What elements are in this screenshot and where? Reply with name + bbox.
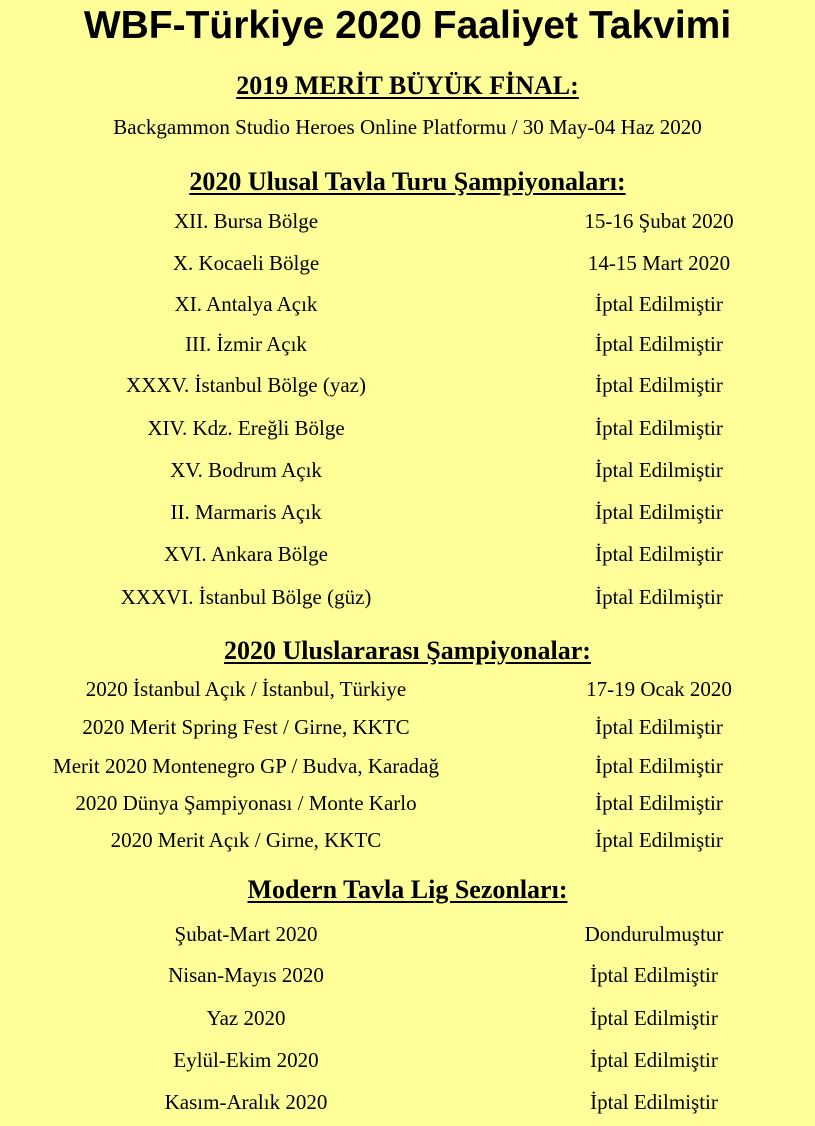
event-date: 14-15 Mart 2020 <box>587 251 731 275</box>
event-name: XXXV. İstanbul Bölge (yaz) <box>126 373 366 397</box>
page-title: WBF-Türkiye 2020 Faaliyet Takvimi <box>83 4 732 47</box>
event-name: X. Kocaeli Bölge <box>172 251 320 275</box>
event-date: İptal Edilmiştir <box>595 791 723 815</box>
season-name: Nisan-Mayıs 2020 <box>168 963 324 987</box>
merit-final-detail: Backgammon Studio Heroes Online Platformu / 30 May-04 Haz 2020 <box>113 115 702 139</box>
event-name: XI. Antalya Açık <box>174 292 318 316</box>
season-status: İptal Edilmiştir <box>590 963 718 987</box>
event-name: 2020 Dünya Şampiyonası / Monte Karlo <box>75 791 417 815</box>
event-date: İptal Edilmiştir <box>595 416 723 440</box>
event-name: Merit 2020 Montenegro GP / Budva, Karadağ <box>53 754 439 778</box>
event-name: XIV. Kdz. Ereğli Bölge <box>147 416 345 440</box>
event-date: İptal Edilmiştir <box>595 585 723 609</box>
event-date: İptal Edilmiştir <box>595 542 723 566</box>
event-name: XII. Bursa Bölge <box>173 209 319 233</box>
event-date: İptal Edilmiştir <box>595 458 723 482</box>
event-date: İptal Edilmiştir <box>595 500 723 524</box>
event-date: 17-19 Ocak 2020 <box>586 677 732 701</box>
event-name: III. İzmir Açık <box>185 332 307 356</box>
event-name: 2020 İstanbul Açık / İstanbul, Türkiye <box>85 677 407 701</box>
event-name: XV. Bodrum Açık <box>170 458 322 482</box>
event-date: İptal Edilmiştir <box>595 715 723 739</box>
event-date: 15-16 Şubat 2020 <box>584 209 734 233</box>
merit-final-heading: 2019 MERİT BÜYÜK FİNAL: <box>236 71 579 100</box>
event-name: 2020 Merit Spring Fest / Girne, KKTC <box>82 715 410 739</box>
event-name: 2020 Merit Açık / Girne, KKTC <box>110 828 382 852</box>
event-date: İptal Edilmiştir <box>595 828 723 852</box>
event-name: XVI. Ankara Bölge <box>164 542 328 566</box>
season-name: Yaz 2020 <box>206 1006 286 1030</box>
event-name: II. Marmaris Açık <box>170 500 322 524</box>
season-name: Şubat-Mart 2020 <box>174 922 318 946</box>
season-name: Eylül-Ekim 2020 <box>173 1048 319 1072</box>
international-heading: 2020 Uluslararası Şampiyonalar: <box>224 636 591 665</box>
league-heading: Modern Tavla Lig Sezonları: <box>247 875 568 904</box>
event-name: XXXVI. İstanbul Bölge (güz) <box>120 585 372 609</box>
season-status: İptal Edilmiştir <box>590 1090 718 1114</box>
event-date: İptal Edilmiştir <box>595 373 723 397</box>
national-heading: 2020 Ulusal Tavla Turu Şampiyonaları: <box>189 167 626 196</box>
event-date: İptal Edilmiştir <box>595 292 723 316</box>
season-name: Kasım-Aralık 2020 <box>164 1090 328 1114</box>
event-date: İptal Edilmiştir <box>595 754 723 778</box>
event-date: İptal Edilmiştir <box>595 332 723 356</box>
season-status: İptal Edilmiştir <box>590 1048 718 1072</box>
season-status: Dondurulmuştur <box>584 922 724 946</box>
season-status: İptal Edilmiştir <box>590 1006 718 1030</box>
